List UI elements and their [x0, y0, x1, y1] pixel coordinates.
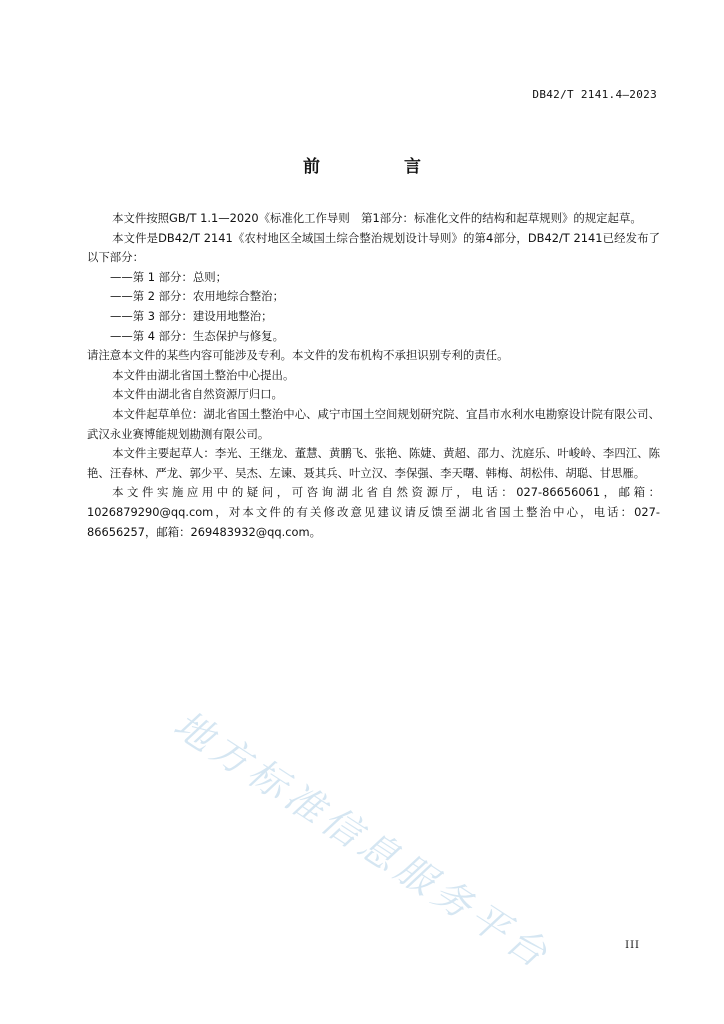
- paragraph-series-intro: 本文件是DB42/T 2141《农村地区全域国土综合整治规划设计导则》的第4部分，DB42/T 2141已经发布了以下部分：: [87, 230, 660, 265]
- page-title: 前言: [303, 157, 505, 177]
- watermark: 地方标准信息服务平台: [166, 701, 560, 979]
- paragraph-drafters: 本文件主要起草人：李光、王继龙、董慧、黄鹏飞、张艳、陈婕、黄超、邵力、沈庭乐、叶峻岭、李四江、陈艳、汪春林、严龙、郭少平、吴杰、左谏、聂其兵、叶立汉、李保强、李天曙、韩梅、胡松伟、胡聪、甘思雁。: [87, 446, 660, 480]
- paragraph-drafting-units: 本文件起草单位：湖北省国土整治中心、咸宁市国土空间规划研究院、宜昌市水利水电勘察设计院有限公司、武汉永业赛博能规划勘测有限公司。: [87, 406, 660, 441]
- paragraph-patent-notice: 请注意本文件的某些内容可能涉及专利。本文件的发布机构不承担识别专利的责任。: [87, 348, 509, 363]
- foreword-body: [87, 209, 660, 542]
- page-number: III: [625, 940, 640, 951]
- standard-code: DB42/T 2141.4—2023: [532, 88, 657, 101]
- paragraph-proposer: 本文件由湖北省国土整治中心提出。: [112, 367, 295, 382]
- list-item-part-4: ——第 4 部分：生态保护与修复。: [110, 328, 284, 343]
- paragraph-contact: 本文件实施应用中的疑问，可咨询湖北省自然资源厅，电话：027-86656061，邮箱：1026879290@qq.com，对本文件的有关修改意见建议请反馈至湖北省国土整治中心，电话：027-86656257，邮箱：269483932@qq.com。: [87, 485, 660, 539]
- list-item-part-3: ——第 3 部分：建设用地整治；: [110, 308, 273, 323]
- paragraph-drafting-rules: 本文件按照GB/T 1.1—2020《标准化工作导则 第1部分：标准化文件的结构和起草规则》的规定起草。: [112, 211, 642, 225]
- list-item-part-1: ——第 1 部分：总则；: [110, 269, 228, 284]
- list-item-part-2: ——第 2 部分：农用地综合整治；: [110, 289, 284, 304]
- paragraph-administrator: 本文件由湖北省自然资源厅归口。: [112, 387, 283, 402]
